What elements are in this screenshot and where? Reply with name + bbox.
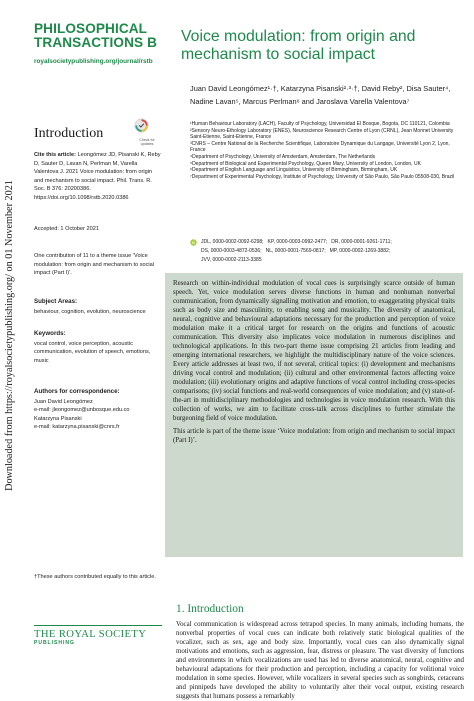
affiliation-4: ⁴Department of Psychology, University of Amsterdam, Amsterdam, The Netherlands <box>190 153 376 160</box>
correspondence-email-1[interactable]: e-mail: jleongomez@unbosque.edu.co <box>34 407 130 414</box>
journal-url-link[interactable]: royalsocietypublishing.org/journal/rstb <box>34 58 153 65</box>
orcid-line <box>190 256 465 265</box>
abstract-box <box>165 273 463 557</box>
intro-body-text: Vocal communication is widespread across tetrapod species. In many animals, including humans, the nonverbal properties of vocal cues can indicate both relatively static biological qualities of the vocalizer, such as sex, age and body size. Importantly, vocal cues can also dynamically signal motivations and emotions, such as aggression, fear, distress or pleasure. The vast diversity of functions and environments in which vocalizations are used has led to diverse anatomical, neural, cognitive and behavioural adaptations for their production and perception, including a capacity for volitional voice modulation in some species. However, while vocalizers in several species such as songbirds, cetaceans and pinnipeds have developed the ability to voluntarily alter their vocal output, existing research suggests that humans possess a remarkably <box>176 621 464 700</box>
correspondence-name-2: Katarzyna Pisanski <box>34 415 82 422</box>
download-stamp-text: Downloaded from https://royalsocietypublishing.org/ on 01 November 2021 <box>3 179 15 491</box>
orcid-link[interactable]: KP, 0000-0003-0992-2477; <box>267 239 328 245</box>
journal-masthead <box>34 22 162 65</box>
publisher-rule <box>34 625 162 626</box>
affiliation-3: ³CNRS – Centre National de la Recherche Scientifique, Laboratoire Dynamique du Langage, Université Lyon 2, Lyon, France <box>190 140 450 154</box>
orcid-line <box>190 238 465 247</box>
section-heading: 1. Introduction <box>176 603 244 615</box>
author-list <box>190 82 462 108</box>
article-type-row <box>34 118 162 144</box>
accepted-date: Accepted: 1 October 2021 <box>34 226 99 232</box>
author-line-2: Nadine Lavan⁵, Marcus Perlman⁶ and Jaroslava Varella Valentova⁷ <box>190 97 410 106</box>
author-line-1: Juan David Leongómez¹·†, Katarzyna Pisanski²·³·†, David Reby², Disa Sauter⁴, <box>190 84 451 93</box>
orcid-link[interactable]: DR, 0000-0001-9261-1711; <box>331 239 392 245</box>
keywords <box>34 330 162 365</box>
subject-areas-label: Subject Areas: <box>34 298 78 305</box>
journal-name[interactable]: PHILOSOPHICAL TRANSACTIONS B <box>34 21 157 50</box>
subject-areas-value: behaviour, cognition, evolution, neuroscience <box>34 308 146 315</box>
correspondence-name-1: Juan David Leongómez <box>34 398 93 405</box>
orcid-link[interactable]: DS, 0000-0003-4872-0536; <box>201 247 262 254</box>
affiliation-2: ²Sensory Neuro-Ethology Laboratory (ENES), Neuroscience Research Centre of Lyon (CRNL), Jean Monnet University Saint-Etienne, Saint-Etienne, France <box>190 127 454 141</box>
publisher-sub: PUBLISHING <box>34 640 75 646</box>
affiliation-6: ⁶Department of English Language and Linguistics, University of Birmingham, Birmingham, UK <box>190 167 398 174</box>
affiliation-7: ⁷Department of Experimental Psychology, Institute of Psychology, University of São Paulo, São Paulo 05508-030, Brazil <box>190 173 455 180</box>
orcid-link[interactable]: JDL, 0000-0002-0092-6298; <box>201 239 264 245</box>
orcid-link[interactable]: JVV, 0000-0002-2113-3385 <box>201 256 262 263</box>
affiliations <box>190 121 465 180</box>
publisher-logo[interactable] <box>34 625 162 646</box>
equal-contribution-footnote: †These authors contributed equally to this article. <box>34 574 156 580</box>
correspondence <box>34 388 162 432</box>
subject-areas <box>34 298 162 316</box>
citation-block <box>34 151 162 203</box>
check-for-updates-icon <box>134 118 149 133</box>
article-type-label: Introduction <box>34 126 104 141</box>
article-title: Voice modulation: from origin and mechanism to social impact <box>181 28 416 63</box>
check-for-updates-label: Check for updates <box>139 138 155 146</box>
cite-label: Cite this article: <box>34 152 76 158</box>
correspondence-label: Authors for correspondence: <box>34 388 120 395</box>
theme-issue-note: One contribution of 11 to a theme issue ‘Voice modulation: from origin and mechanism to social impact (Part I)’. <box>34 253 155 277</box>
download-stamp <box>2 0 16 670</box>
check-for-updates-button[interactable] <box>134 118 160 144</box>
keywords-label: Keywords: <box>34 330 66 337</box>
keywords-value: vocal control, voice perception, acoustic communication, evolution of speech, emotions, music <box>34 340 151 364</box>
orcid-line <box>190 247 465 256</box>
publisher-name: THE ROYAL SOCIETY <box>34 629 147 640</box>
orcid-link[interactable]: NL, 0000-0001-7569-0817; <box>265 247 326 254</box>
abstract-theme-note: This article is part of the theme issue ‘Voice modulation: from origin and mechanism to social impact (Part I)’. <box>173 428 455 444</box>
orcid-link[interactable]: MP, 0000-0002-1269-3882; <box>329 247 391 254</box>
affiliation-1: ¹Human Behaviour Laboratory (LACH), Faculty of Psychology, Universidad El Bosque, Bogota, DC 110121, Colombia <box>190 121 450 127</box>
affiliation-5: ⁵Department of Biological and Experimental Psychology, Queen Mary, University of London, London, UK <box>190 160 421 167</box>
orcid-list <box>190 238 465 264</box>
abstract-paragraph: Research on within-individual modulation of vocal cues is surprisingly scarce outside of human speech. Yet, voice modulation serves diverse functions in human and nonhuman nonverbal communication, from dynamically signalling motivation and emotion, to exaggerating physical traits such as body size and masculinity, to enabling song and musicality. The diversity of anatomical, neural, cognitive and behavioural adaptations necessary for the production and perception of voice modulation make it a critical target for research on the origins and functions of acoustic communication. This diversity also implicates voice modulation in numerous disciplines and technological applications. In this two-part theme issue comprising 21 articles from leading and emerging international researchers, we highlight the multidisciplinary nature of the voice sciences. Every article addresses at least two, if not several, critical topics: (i) development and mechanisms driving vocal control and modulation; (ii) cultural and other environmental factors affecting voice modulation; (iii) evolutionary origins and adaptive functions of vocal control including cross-species comparisons; (iv) social functions and real-world consequences of voice modulation; and (v) state-of-the-art in multidisciplinary methodologies and technologies in voice modulation research. With this collection of works, we aim to facilitate cross-talk across disciplines to further stimulate the burgeoning field of voice modulation. <box>173 280 455 422</box>
svg-text:iD: iD <box>191 241 196 246</box>
cite-text: Leongómez JD, Pisanski K, Reby D, Sauter D, Lavan N, Perlman M, Varella Valentova J. 2021 Voice modulation: from origin and mechanism to social impact. Phil. Trans. R. Soc. B 376: 20200386. <box>34 152 161 193</box>
doi-link[interactable]: https://doi.org/10.1098/rstb.2020.0386 <box>34 194 129 201</box>
correspondence-email-2[interactable]: e-mail: katarzyna.pisanski@cnrs.fr <box>34 424 120 431</box>
orcid-icon <box>190 239 197 246</box>
